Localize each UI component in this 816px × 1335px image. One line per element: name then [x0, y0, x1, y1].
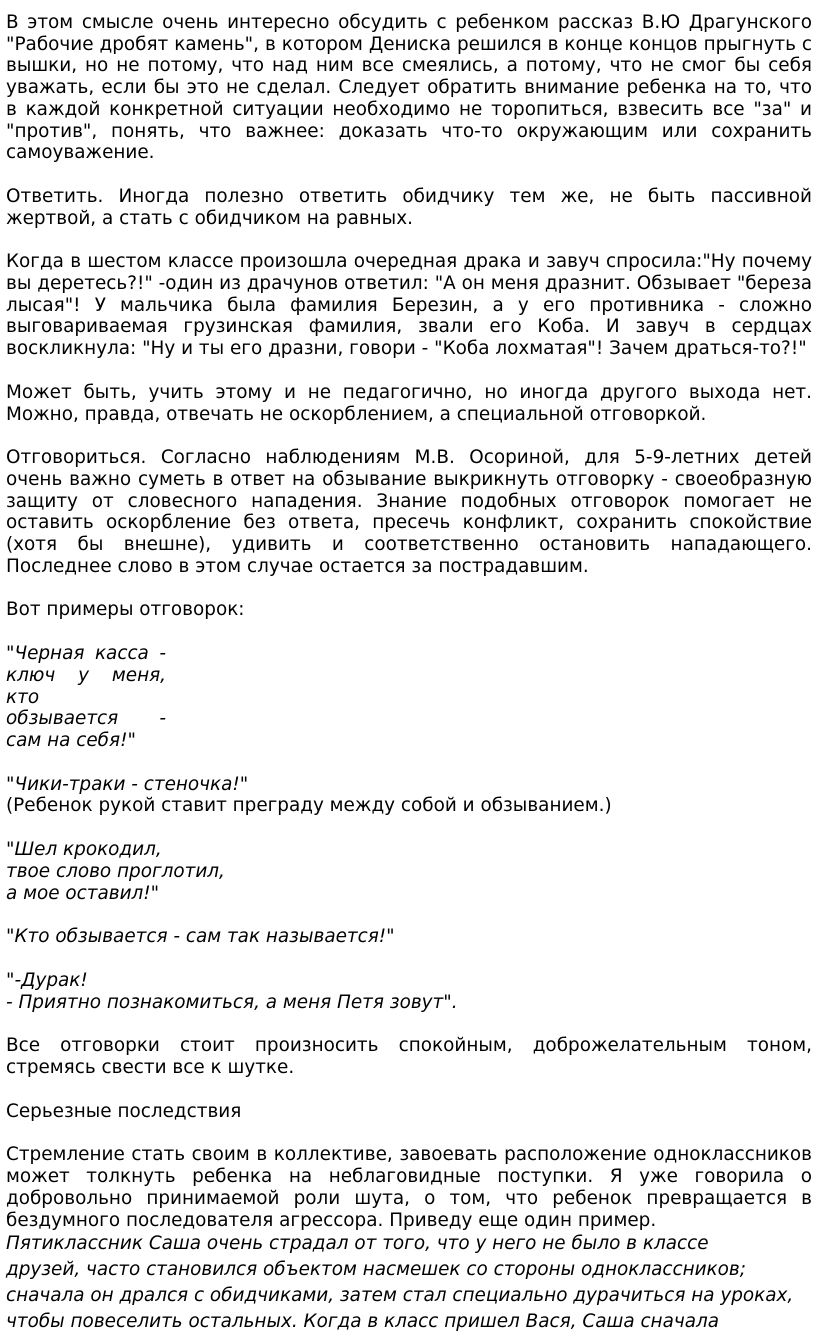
dialogue-line: "-Дурак!: [6, 969, 88, 991]
paragraph-examples-intro: Вот примеры отговорок:: [6, 599, 245, 621]
poem-line: кто: [6, 686, 40, 708]
poem-line: "Шел крокодил,: [6, 839, 162, 861]
paragraph-school-fight: Когда в шестом классе произошла очередная драка и завуч спросила:"Ну почему вы деретесь?!" -один из драчунов ответил: "А он меня дразнит. Обзывает "береза лысая"! У мальчика была фамилия Березин, а у его противника - сложно выговариваемая грузинская фамилия, звали его Коба. И завуч в сердцах воскликнула: "Ну и ты его дразни, говори - "Коба лохматая"! Зачем драться-то?!": [6, 251, 812, 360]
paragraph-dragunsky-story: В этом смысле очень интересно обсудить с ребенком рассказ В.Ю Драгунского "Рабочие дробят камень", в котором Дениска решился в конце концов прыгнуть с вышки, но не потому, что над ним все смеялись, а потому, что не смог бы себя уважать, если бы это не сделал. Следует обратить внимание ребенка на то, что в каждой конкретной ситуации необходимо не торопиться, взвесить все "за" и "против", понять, что важнее: доказать что-то окружающим или сохранить самоуважение.: [6, 12, 812, 164]
retort-quote: "Кто обзывается - сам так называется!": [6, 926, 395, 948]
retort-example-crocodile: [6, 839, 812, 904]
paragraph-peer-pressure: Стремление стать своим в коллективе, завоевать расположение одноклассников может толкнуть ребенка на неблаговидные поступки. Я уже говорила о добровольно принимаемой роли шута, о том, что ребенок превращается в бездумного последователя агрессора. Приведу еще один пример.: [6, 1144, 812, 1231]
poem-line: обзывается -: [6, 708, 166, 730]
story-sasha: [6, 1231, 812, 1335]
story-line: друзей, часто становился объектом насмешек со стороны одноклассников;: [6, 1259, 746, 1281]
retort-note: (Ребенок рукой ставит преграду между собой и обзыванием.): [6, 795, 612, 817]
paragraph-answer-back: Ответить. Иногда полезно ответить обидчику тем же, не быть пассивной жертвой, а стать с обидчиком на равных.: [6, 185, 812, 229]
dialogue-line: - Приятно познакомиться, а меня Петя зовут".: [6, 991, 458, 1013]
paragraph-pedagogy-note: Может быть, учить этому и не педагогично, но иногда другого выхода нет. Можно, правда, отвечать не оскорблением, а специальной отговоркой.: [6, 381, 812, 425]
document-page: [6, 12, 812, 1335]
story-line: Пятиклассник Саша очень страдал от того, что у него не было в классе: [6, 1233, 709, 1255]
retort-example-name-caller: [6, 926, 812, 948]
story-line: чтобы повеселить остальных. Когда в класс пришел Вася, Саша сначала: [6, 1311, 720, 1333]
story-line: сначала он дрался с обидчиками, затем стал специально дурачиться на уроках,: [6, 1285, 794, 1307]
poem-line: а мое оставил!": [6, 882, 160, 904]
retort-quote: "Чики-траки - стеночка!": [6, 773, 249, 795]
retort-example-chiki-traki: [6, 774, 812, 817]
section-heading-serious-consequences: Серьезные последствия: [6, 1100, 242, 1122]
poem-line: сам на себя!": [6, 729, 136, 751]
poem-line: ключ у меня,: [6, 664, 166, 686]
paragraph-calm-tone: Все отговорки стоит произносить спокойным, доброжелательным тоном, стремясь свести все к шутке.: [6, 1035, 812, 1079]
paragraph-retort-method: Отговориться. Согласно наблюдениям М.В. Осориной, для 5-9-летних детей очень важно суметь в ответ на обзывание выкрикнуть отговорку - своеобразную защиту от словесного нападения. Знание подобных отговорок помогает не оставить оскорбление без ответа, пресечь конфликт, сохранить спокойствие (хотя бы внешне), удивить и соответственно остановить нападающего. Последнее слово в этом случае остается за пострадавшим.: [6, 447, 812, 577]
retort-example-black-cash: [6, 643, 166, 752]
poem-line: твое слово проглотил,: [6, 860, 225, 882]
retort-example-fool: [6, 970, 812, 1013]
poem-line: "Черная касса -: [6, 643, 166, 665]
